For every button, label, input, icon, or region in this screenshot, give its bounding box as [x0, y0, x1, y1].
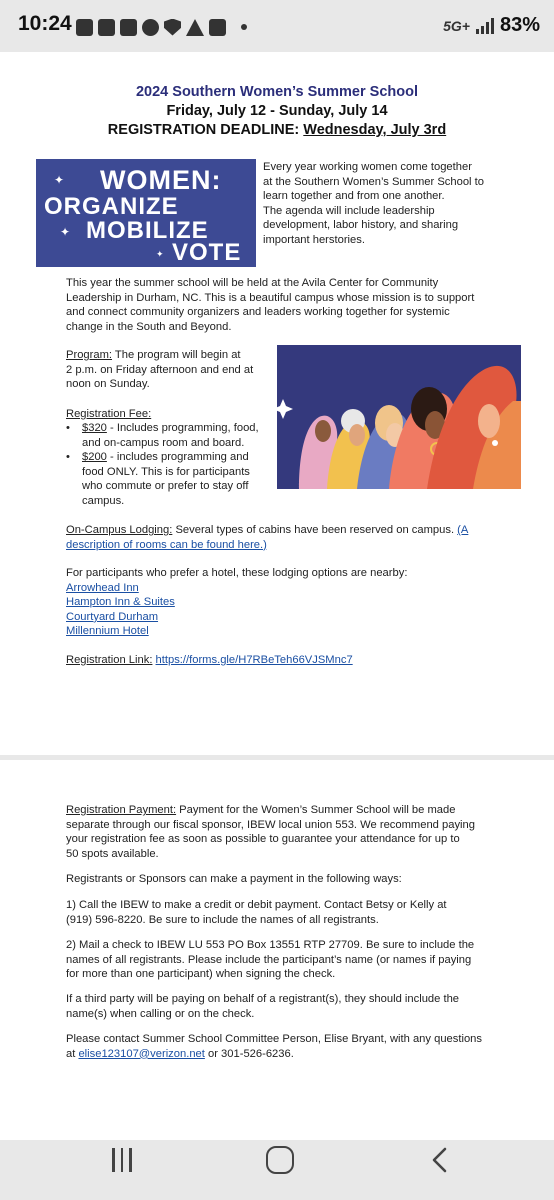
more-dot-icon — [241, 24, 247, 30]
lodging-label: On-Campus Lodging: — [66, 524, 173, 536]
room-description-link[interactable]: (A — [457, 524, 469, 536]
payment-ways-intro: Registrants or Sponsors can make a payment in the following ways: — [66, 873, 402, 885]
payment-way-mail: 2) Mail a check to IBEW LU 553 PO Box 13551 RTP 27709. Be sure to include the names of all registrants. Please include the participant’s name (or names if paying for more than one participant) when signing the check. — [66, 939, 475, 981]
warning-icon — [186, 19, 204, 36]
sparkle-icon: ✦ — [54, 173, 65, 187]
notification-icons — [76, 16, 247, 38]
women-illustration-svg — [277, 345, 521, 489]
intro-paragraph: Every year working women come together at the Southern Women’s Summer School to learn together and from one another. The agenda will include leadership development, labor history, and sharing important herstories. — [263, 161, 484, 246]
message-alert-icon — [120, 19, 137, 36]
deadline-label: REGISTRATION DEADLINE: — [107, 122, 300, 138]
sparkle-icon: ✦ — [156, 249, 164, 259]
message-alert-icon — [209, 19, 226, 36]
home-icon[interactable] — [266, 1146, 294, 1174]
contact-paragraph: Please contact Summer School Committee Person, Elise Bryant, with any questions at elise123107@verizon.net or 301-526-6236. — [66, 1033, 482, 1060]
payment-label: Registration Payment: — [66, 804, 177, 816]
registration-form-link[interactable]: https://forms.gle/H7RBeTeh66VJSMnc7 — [155, 654, 353, 666]
status-bar — [0, 0, 554, 52]
venue-paragraph: This year the summer school will be held at the Avila Center for Community Leadership in Durham, NC. This is a beautiful campus whose mission is to support and connect community organizers and leaders working together for systemic change in the South and Beyond. — [66, 277, 475, 333]
sparkle-icon: ✦ — [60, 225, 71, 239]
battery-level: 83% — [499, 14, 540, 36]
program-paragraph: Program: The program will begin at 2 p.m. on Friday afternoon and end at noon on Sunday. — [66, 349, 254, 391]
status-time: 10:24 — [18, 12, 72, 35]
event-dates: Friday, July 12 - Sunday, July 14 — [166, 103, 388, 119]
hotels-paragraph — [66, 566, 536, 639]
fee-item-200: • $200 - includes programming and food ONLY. This is for participants who commute or prefer to stay off campus. — [66, 450, 276, 508]
payment-way-phone: 1) Call the IBEW to make a credit or debit payment. Contact Betsy or Kelly at (919) 596-8220. Be sure to include the names of all registrants. — [66, 899, 447, 926]
event-title: 2024 Southern Women’s Summer School — [135, 84, 418, 100]
women-profiles-illustration — [277, 345, 521, 489]
message-alert-icon — [98, 19, 115, 36]
women-organize-banner — [36, 159, 256, 267]
hotel-link-courtyard[interactable]: Courtyard Durham — [66, 610, 159, 623]
hotel-link-millennium[interactable]: Millennium Hotel — [66, 625, 149, 638]
signal-icon — [476, 18, 494, 34]
third-party-paragraph: If a third party will be paying on behalf of a registrant(s), they should include the name(s) when calling or on the check. — [66, 993, 460, 1020]
registration-link-label: Registration Link: — [66, 654, 153, 666]
program-label: Program: — [66, 349, 113, 361]
room-description-link-cont[interactable]: description of rooms can be found here.) — [66, 538, 267, 551]
recent-apps-icon[interactable] — [112, 1148, 140, 1174]
registration-deadline — [0, 122, 554, 138]
hotels-intro: For participants who prefer a hotel, these lodging options are nearby: — [66, 567, 408, 579]
banner-line-3: MOBILIZE — [86, 217, 209, 244]
banner-line-4: VOTE — [172, 239, 242, 266]
registration-fee-label: Registration Fee: — [66, 408, 152, 420]
news-icon — [76, 19, 93, 36]
document-page-1[interactable] — [0, 52, 554, 755]
system-nav-bar — [0, 1140, 554, 1200]
hotel-link-hampton[interactable]: Hampton Inn & Suites — [66, 596, 175, 609]
shield-check-icon — [164, 19, 181, 36]
contact-email-link[interactable]: elise123107@verizon.net — [78, 1047, 205, 1060]
back-icon[interactable] — [428, 1146, 452, 1174]
hotel-link-arrowhead[interactable]: Arrowhead Inn — [66, 581, 139, 594]
fee-list — [66, 421, 276, 509]
security-shield-icon — [142, 19, 159, 36]
registration-link-row — [66, 653, 536, 668]
fee-item-320: • $320 - Includes programming, food, and on-campus room and board. — [66, 421, 276, 450]
status-right — [443, 14, 540, 37]
deadline-date: Wednesday, July 3rd — [303, 122, 447, 138]
payment-paragraph: Registration Payment: Payment for the Women’s Summer School will be made separate through our fiscal sponsor, IBEW local union 553. We recommend paying your registration fee as soon as possible to guarantee your attendance for up to 50 spots available. — [66, 804, 475, 860]
network-type: 5G+ — [443, 17, 470, 34]
document-page-2[interactable] — [0, 760, 554, 1140]
banner-line-1: WOMEN: — [100, 165, 222, 195]
banner-line-2: ORGANIZE — [44, 193, 179, 220]
lodging-paragraph: On-Campus Lodging: Several types of cabins have been reserved on campus. (A description of rooms can be found here.) — [66, 524, 469, 551]
